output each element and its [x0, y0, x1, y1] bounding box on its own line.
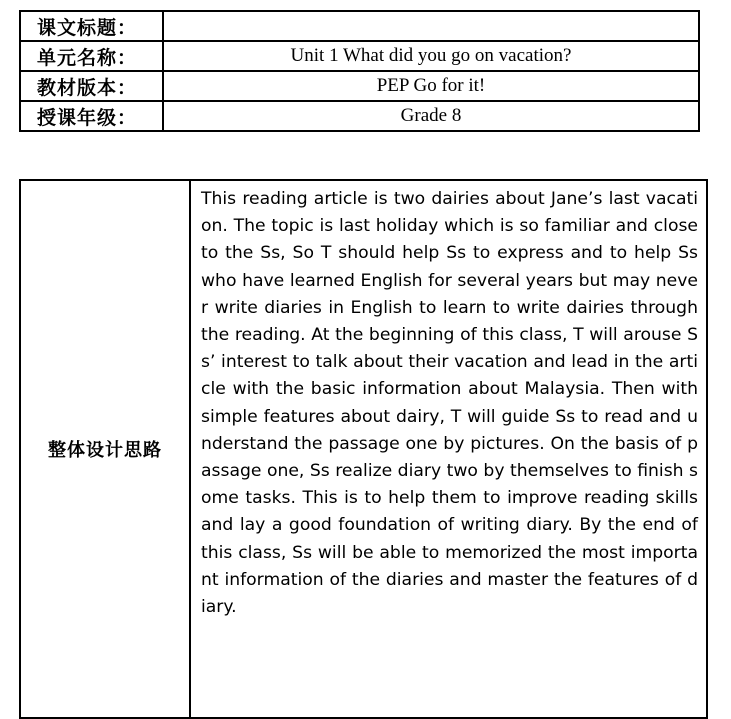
unit-name-row — [20, 41, 699, 71]
overall-design-text: This reading article is two dairies about Jane’s last vacation. The topic is last holiday which is so familiar and close to the Ss, So T should help Ss to express and to help Ss who have learned English for several years but may never write diaries in English to learn to write dairies through the reading. At the beginning of this class, T will arouse Ss’ interest to talk about their vacation and lead in the article with the basic information about Malaysia. Then with simple features about dairy, T will guide Ss to read and understand the passage one by pictures. On the basis of passage one, Ss realize diary two by themselves to finish some tasks. This is to help them to improve reading skills and lay a good foundation of writing diary. By the end of this class, Ss will be able to memorized the most important information of the diaries and master the features of diary. — [190, 180, 707, 718]
overall-design-table — [19, 179, 708, 719]
unit-name-label: 单元名称： — [20, 41, 163, 71]
lesson-title-value — [163, 11, 699, 41]
grade-row — [20, 101, 699, 131]
lesson-title-label: 课文标题： — [20, 11, 163, 41]
unit-name-value: Unit 1 What did you go on vacation? — [163, 41, 699, 71]
overall-design-label: 整体设计思路 — [20, 180, 190, 718]
grade-value: Grade 8 — [163, 101, 699, 131]
textbook-version-value: PEP Go for it! — [163, 71, 699, 101]
textbook-version-row — [20, 71, 699, 101]
overall-design-row — [20, 180, 707, 718]
textbook-version-label: 教材版本： — [20, 71, 163, 101]
grade-label: 授课年级： — [20, 101, 163, 131]
lesson-title-row — [20, 11, 699, 41]
lesson-info-table — [19, 10, 700, 132]
